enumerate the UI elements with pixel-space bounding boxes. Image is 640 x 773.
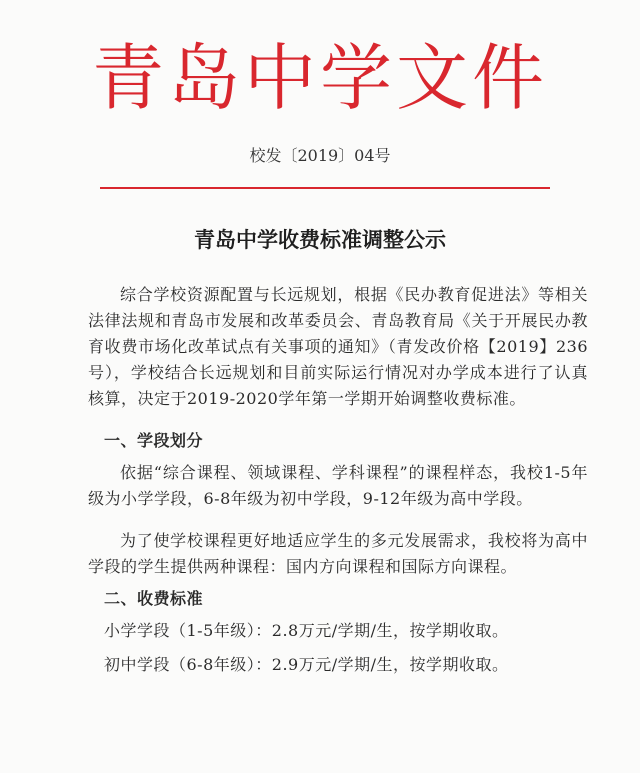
document-body (88, 282, 588, 686)
section-heading-2: 二、收费标准 (104, 589, 204, 608)
intro-paragraph: 综合学校资源配置与长远规划，根据《民办教育促进法》等相关法律法规和青岛市发展和改革委员会、青岛教育局《关于开展民办教育收费市场化改革试点有关事项的通知》（青发改价格【2019】236号），学校结合长远规划和目前实际运行情况对办学成本进行了认真核算，决定于2019-2020学年第一学期开始调整收费标准。 (88, 285, 588, 408)
document-number: 校发〔2019〕04号 (249, 146, 391, 165)
fee-line-middle: 初中学段（6-8年级）：2.9万元/学期/生，按学期收取。 (104, 655, 509, 674)
section1-paragraph-1: 依据“综合课程、领域课程、学科课程”的课程样态，我校1-5年级为小学学段，6-8年级为初中学段，9-12年级为高中学段。 (88, 463, 588, 508)
document-title: 青岛中学收费标准调整公示 (194, 228, 446, 252)
section1-paragraph-2: 为了使学校课程更好地适应学生的多元发展需求，我校将为高中学段的学生提供两种课程：国内方向课程和国际方向课程。 (88, 531, 588, 576)
masthead: 青岛中学文件 (91, 36, 548, 120)
section-heading-1: 一、学段划分 (104, 431, 204, 450)
red-divider (100, 187, 550, 189)
fee-line-primary: 小学学段（1-5年级）：2.8万元/学期/生，按学期收取。 (104, 621, 509, 640)
